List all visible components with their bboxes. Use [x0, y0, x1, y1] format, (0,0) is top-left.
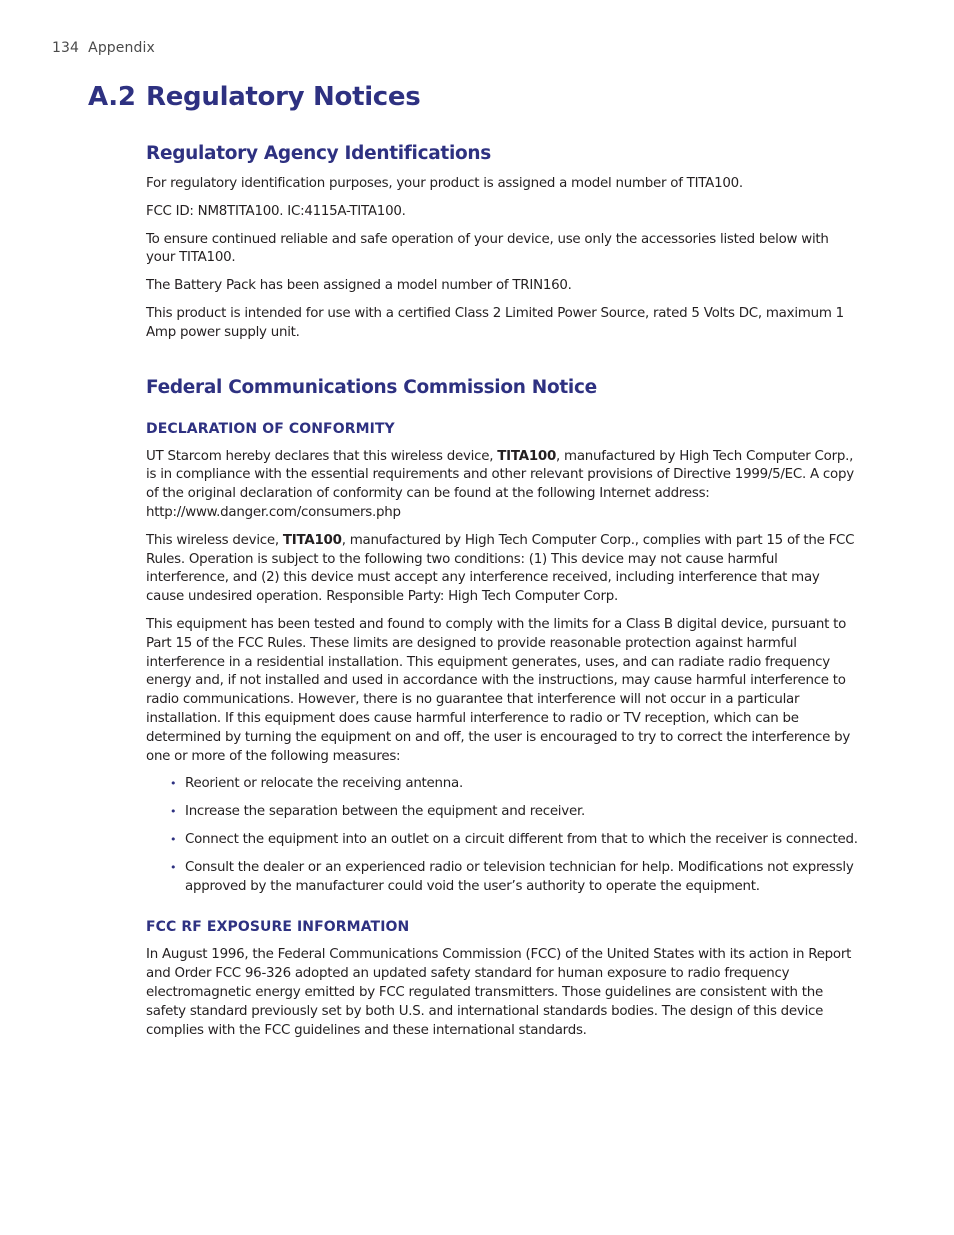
declaration-paragraph-1 [146, 448, 858, 523]
list-item [146, 831, 858, 850]
bullet-icon: • [170, 805, 177, 819]
bullet-icon: • [170, 777, 177, 791]
declaration-p1-model: TITA100 [497, 448, 557, 464]
fcc-notice-section [146, 376, 858, 1041]
list-item-text: Increase the separation between the equipment and receiver. [185, 804, 585, 820]
declaration-paragraph-2 [146, 532, 858, 607]
declaration-p2-text-a: This wireless device, [146, 532, 283, 548]
measures-list [146, 775, 858, 896]
declaration-heading: DECLARATION OF CONFORMITY [146, 420, 395, 437]
regulatory-agency-section [146, 142, 858, 343]
bullet-icon: • [170, 832, 177, 846]
list-item-text: Reorient or relocate the receiving antenna. [185, 776, 463, 792]
running-header [52, 40, 155, 56]
chapter-number: A.2 [88, 82, 136, 112]
declaration-p1-text-b: , manufactured by High Tech Computer Corp., is in compliance with the essential requirements and other relevant provisions of Directive 1999/5/EC. A copy of the original declaration of conformity can be found at the following Internet address: http://www.danger.com/consumers.php [146, 448, 854, 520]
bullet-icon: • [170, 860, 177, 874]
agency-paragraph-battery: The Battery Pack has been assigned a model number of TRIN160. [146, 278, 572, 294]
list-item [146, 859, 858, 897]
agency-paragraph-accessories: To ensure continued reliable and safe operation of your device, use only the accessories listed below with your TITA100. [146, 231, 829, 266]
chapter-title-text: Regulatory Notices [146, 82, 421, 112]
agency-paragraph-model: For regulatory identification purposes, your product is assigned a model number of TITA100. [146, 176, 743, 191]
list-item-text: Connect the equipment into an outlet on a circuit different from that to which the receiver is connected. [185, 831, 858, 847]
page-number: 134 [52, 40, 80, 56]
declaration-p1-text-a: UT Starcom hereby declares that this wireless device, [146, 448, 498, 464]
list-item [146, 775, 858, 794]
agency-paragraph-fcc-id: FCC ID: NM8TITA100. IC:4115A-TITA100. [146, 203, 406, 219]
running-header-section: Appendix [88, 40, 155, 56]
list-item [146, 803, 858, 822]
agency-paragraph-power: This product is intended for use with a certified Class 2 Limited Power Source, rated 5 Volts DC, maximum 1 Amp power supply unit. [146, 305, 844, 340]
list-item-text: Consult the dealer or an experienced radio or television technician for help. Modifications not expressly approved by the manufacturer could void the user’s authority to operate the equipment. [185, 859, 854, 894]
fcc-heading: Federal Communications Commission Notice [146, 376, 597, 398]
declaration-paragraph-3: This equipment has been tested and found to comply with the limits for a Class B digital device, pursuant to Part 15 of the FCC Rules. These limits are designed to provide reasonable protection against harmful interference in a residential installation. This equipment generates, uses, and can radiate radio frequency energy and, if not installed and used in accordance with the instructions, may cause harmful interference to radio communications. However, there is no guarantee that interference will not occur in a particular installation. If this equipment does cause harmful interference to radio or TV reception, which can be determined by turning the equipment on and off, the user is encouraged to try to correct the interference by one or more of the following measures: [146, 616, 851, 764]
page-content [146, 142, 858, 1040]
chapter-title [88, 82, 420, 112]
declaration-p2-model: TITA100 [282, 532, 342, 548]
rf-exposure-paragraph: In August 1996, the Federal Communications Commission (FCC) of the United States with its action in Report and Order FCC 96-326 adopted an updated safety standard for human exposure to radio frequency electromagnetic energy emitted by FCC regulated transmitters. Those guidelines are consistent with the safety standard previously set by both U.S. and international standards bodies. The design of this device complies with the FCC guidelines and these international standards. [146, 947, 852, 1038]
declaration-p2-text-b: , manufactured by High Tech Computer Corp., complies with part 15 of the FCC Rules. Operation is subject to the following two conditions: (1) This device may not cause harmful interference, and (2) this device must accept any interference received, including interference that may cause undesired operation. Responsible Party: High Tech Computer Corp. [146, 532, 855, 605]
rf-exposure-heading: FCC RF EXPOSURE INFORMATION [146, 919, 410, 936]
agency-heading: Regulatory Agency Identifications [146, 143, 491, 164]
